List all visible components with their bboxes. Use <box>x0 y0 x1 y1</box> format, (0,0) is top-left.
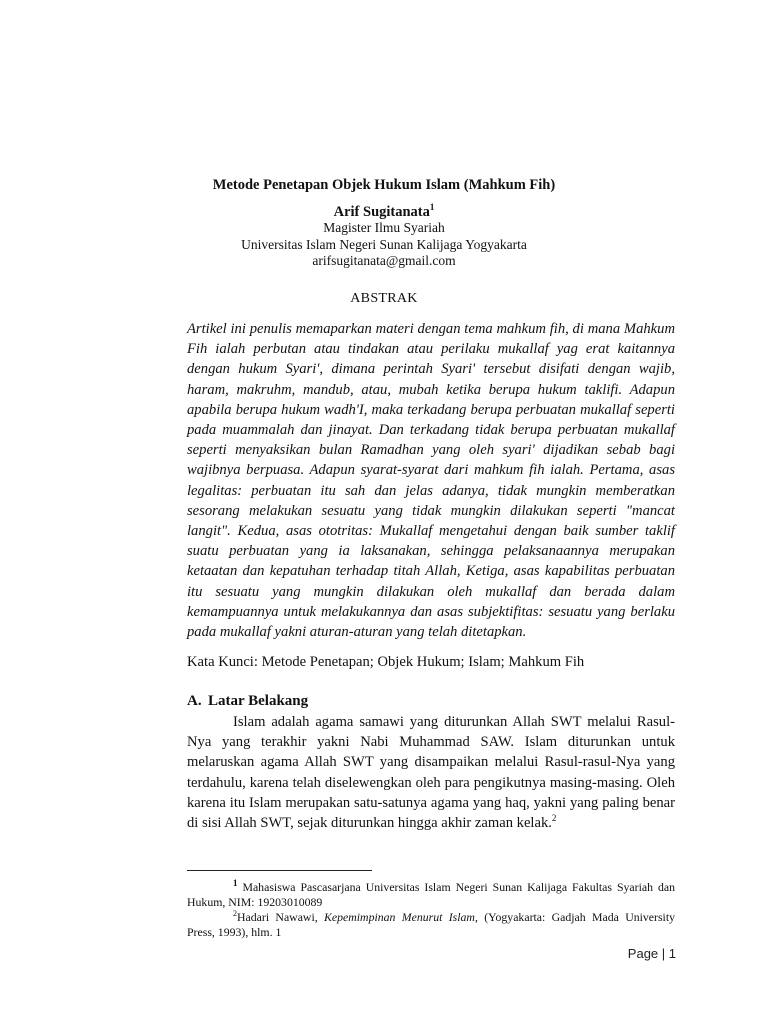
body-paragraph-text: Islam adalah agama samawi yang diturunkan Allah SWT melalui Rasul-Nya yang terakhir yakni Nabi Muhammad SAW. Islam diturunkan untuk melaruskan agama Allah SWT yang disampaikan melalui Rasul-rasul-Nya yang terdahulu, karena telah diselewengkan oleh para pengikutnya masing-masing. Oleh karena itu Islam merupakan satu-satunya agama yang haq, yakni yang paling benar di sisi Allah SWT, sejak diturunkan hingga akhir zaman kelak. <box>187 714 675 832</box>
section-title: Latar Belakang <box>208 693 309 709</box>
footnote-2-mark: 2 <box>233 909 237 919</box>
footnote-1-mark: 1 <box>233 878 238 889</box>
body-paragraph <box>187 712 675 833</box>
page-number: Page | 1 <box>627 946 676 961</box>
author-name <box>0 203 768 221</box>
section-number: A. <box>187 693 202 709</box>
university-name: Universitas Islam Negeri Sunan Kalijaga Yogyakarta <box>241 236 527 252</box>
footnote-2 <box>187 910 675 940</box>
footnote-1-text: Mahasiswa Pascasarjana Universitas Islam Negeri Sunan Kalijaga Fakultas Syariah dan Hukum, NIM: 19203010089 <box>187 880 675 909</box>
footnote-2-book-title: Kepemimpinan Menurut Islam <box>324 910 475 924</box>
footnote-2-rest: , (Yogyakarta: Gadjah Mada University Press, 1993), hlm. 1 <box>187 910 675 939</box>
keywords-line: Kata Kunci: Metode Penetapan; Objek Hukum; Islam; Mahkum Fih <box>187 654 585 670</box>
author-footnote-mark: 1 <box>429 202 435 213</box>
footnote-2-author: Hadari Nawawi, <box>237 910 325 924</box>
paper-title: Metode Penetapan Objek Hukum Islam (Mahkum Fih) <box>212 177 556 193</box>
body-footnote-mark: 2 <box>551 813 557 824</box>
footnotes <box>187 880 675 940</box>
abstract-text: Artikel ini penulis memaparkan materi dengan tema mahkum fih, di mana Mahkum Fih ialah perbutan atau tindakan atau perilaku mukallaf yag erat kaitannya dengan hukum Syari', dimana perintah Syari' tersebut disifati dengan wajib, haram, makruhm, mandub, atau, mubah ketika berupa hukum taklifi. Adapun apabila berupa hukum wadh'I, maka terkadang berupa perbuatan mukallaf seperti pada muammalah dan jinayat. Dan terkadang tidak berupa perbuatan mukallaf seperti menyaksikan bulan Ramadhan yang oleh syari' dijadikan sebab bagi wajibnya berpuasa. Adapun syarat-syarat dari mahkum fih ialah. Pertama, asas legalitas: perbuatan itu sah dan jelas adanya, tidak mungkin memberatkan sesorang melakukan sesuatu yang tidak mungkin dilakukan seperti "mancat langit". Kedua, asas ototritas: Mukallaf mengetahui dengan baik sumber taklif suatu perbuatan yang ia laksanakan, sehingga pelaksanaannya merupakan ketaatan dan kepatuhan terhadap titah Allah, Ketiga, asas kapabilitas perbuatan itu sesuatu yang mungkin dilakukan oleh mukallaf dan berada dalam kemampuannya untuk melakukannya dan asas subjektifitas: sesuatu yang berlaku pada mukallaf yakni aturan-aturan yang telah ditetapkan. <box>187 321 675 641</box>
section-heading <box>187 691 308 711</box>
program-name: Magister Ilmu Syariah <box>323 220 445 235</box>
footnote-1 <box>187 880 675 910</box>
author-email: arifsugitanata@gmail.com <box>312 253 456 268</box>
abstract-heading: ABSTRAK <box>350 291 418 306</box>
author-name-text: Arif Sugitanata <box>333 204 430 220</box>
footnote-separator <box>187 870 372 871</box>
author-affiliation <box>0 220 768 270</box>
